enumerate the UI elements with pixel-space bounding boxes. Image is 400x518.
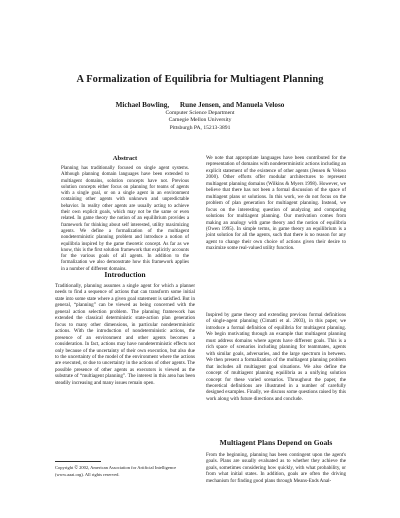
affiliation-address: Pittsburgh PA, 15213-3891 bbox=[169, 124, 231, 131]
author-list bbox=[0, 101, 400, 109]
multiagent-plans-heading: Multiagent Plans Depend on Goals bbox=[219, 438, 333, 447]
copyright-footnote bbox=[55, 465, 195, 478]
copyright-text: 2002, American Association for Artificial Intelligence (www.aaai.org). All rights reserved. bbox=[55, 465, 177, 477]
affiliation-university: Carnegie Mellon University bbox=[168, 117, 232, 124]
author-1: Michael Bowling, bbox=[115, 101, 170, 109]
author-2: Rune Jensen, bbox=[179, 101, 221, 109]
introduction-heading: Introduction bbox=[104, 270, 146, 279]
paper-title: A Formalization of Equilibria for Multiagent Planning bbox=[76, 74, 324, 85]
abstract-heading: Abstract bbox=[112, 155, 138, 162]
affiliation-department: Computer Science Department bbox=[165, 110, 235, 116]
abstract-text: Planning has traditionally focused on single agent systems. Although planning domain languages have been extended to multiagent domains, solution concepts have not. Previous solution concepts either focus on planning for teams of agents with a single goal, or on a single agent in an environment containing other agents with unknown and unpredictable behavior. In reality other agents are usually acting to achieve their own explicit goals, which may not be the same or even related. In game theory the notion of an equilibrium provides a framework for thinking about self interested, utility maximizing agents. We define a formalization of the multiagent nondeterministic planning problem and introduce a notion of equilibria inspired by the game theoretic concept. As far as we know, this is the first solution framework that explicitly accounts for the various goals of all agents. In addition to the formalization we also demonstrate how this framework applies in a number of different domains. bbox=[61, 166, 189, 272]
introduction-text: Traditionally, planning assumes a single agent for which a planner needs to find a sequence of actions that can transform some initial state into some state where a given goal statement is satisfied. But in general, “planning” can be viewed as being concerned with the general action selection problem. The planning framework has extended the classical deterministic state-action plan generation focus to many other dimensions, in particular nondeterministic actions. With the introduction of nondeterministic actions, the presence of an environment and other agents becomes a consideration. In fact, actions may have nondeterministic effects not only because of the uncertainty of their own execution, but also due to the uncertainty of the model of the environment where the actions are executed, or due to uncertainty in the actions of other agents. The possible presence of other agents as executors is viewed as the substrate of “multiagent planning”. The interest in this area has been steadily increasing and many issues remain open. bbox=[55, 283, 195, 386]
right-paragraph-2: Inspired by game theory and extending previous formal definitions of single-agent planning (Cimatti et al. 2003), in this paper, we introduce a formal definition of equilibria for multiagent planning. We begin motivating through an example that multiagent planning must address domains where agents have different goals. This is a rich space of scenarios including planning for teammates, agents with similar goals, adversaries, and the large spectrum in between. We then present a formalization of the multiagent planning problem that includes all multiagent goal situations. We also define the concept of multiagent planning equilibria as a unifying solution concept for these varied scenarios. Throughout the paper, the theoretical definitions are illustrated in a number of carefully designed examples. Finally, we discuss some questions raised by this work along with future directions and conclude. bbox=[206, 312, 346, 402]
author-3: and Manuela Veloso bbox=[222, 101, 285, 109]
copyright-icon: © bbox=[74, 466, 79, 471]
affiliation bbox=[0, 110, 400, 132]
footnote-rule bbox=[55, 461, 101, 462]
copyright-label: Copyright bbox=[55, 465, 74, 470]
right-paragraph-1: We note that appropriate languages have been contributed for the representation of domains with nondeterministic actions including an explicit statement of the existence of other agents (Jensen & Veloso 2000). Other efforts offer modular architectures to represent multiagent planning domains (Wilkins & Myers 1998). However, we believe that there has not been a formal discussion of the space of multiagent plans or solutions. In this work, we do not focus on the problem of plan generation for multiagent planning. Instead, we focus on the interesting question of analyzing and comparing solutions for multiagent planning. Our motivation comes from making an analogy with game theory and the notion of equilibria (Owen 1995). In simple terms, in game theory an equilibrium is a joint solution for all the agents, such that there is no reason for any agent to change their own choice of actions given their desire to maximize some real-valued utility function. bbox=[206, 155, 346, 252]
right-paragraph-3: From the beginning, planning has been contingent upon the agent's goals. Plans are usually evaluated as to whether they achieve the goals, sometimes considering how quickly, with what probability, or from what initial states. In addition, goals are often the driving mechanism for finding good plans through Means-Ends Anal- bbox=[206, 452, 346, 484]
